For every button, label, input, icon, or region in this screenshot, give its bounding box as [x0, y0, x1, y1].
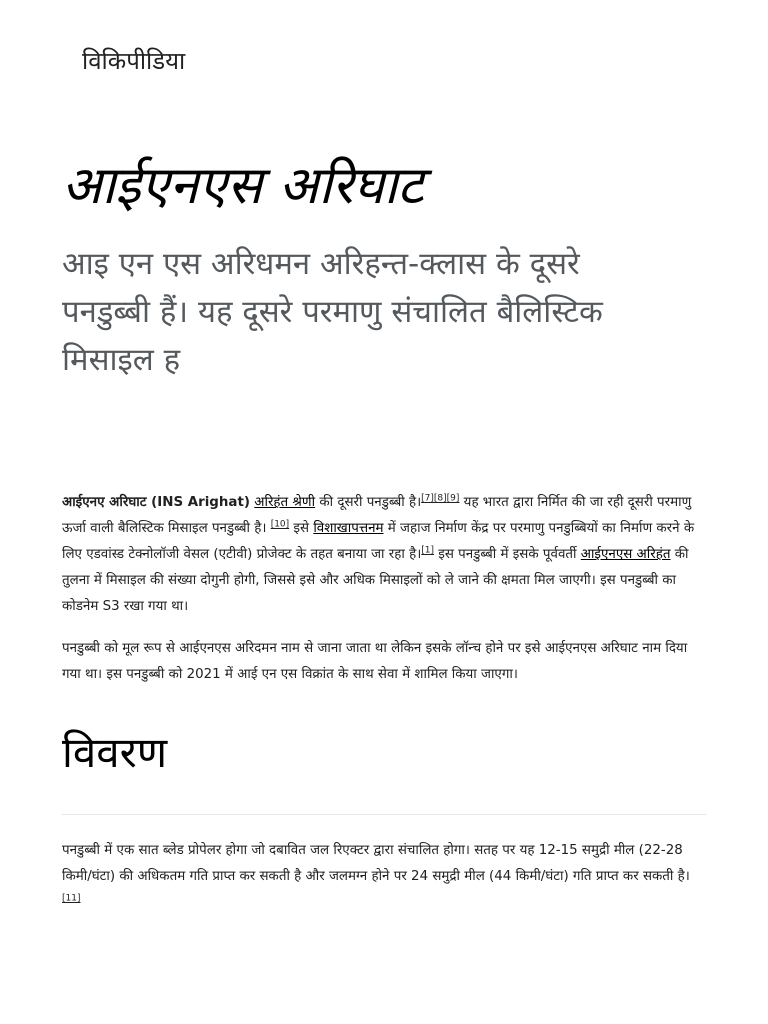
text-segment: में जहाज निर्माण केंद्र पर परमाणु पनडुब्बियों का निर्माण करने के लिए एडवांस्ड टेक्नोलॉजी वेसल (एटीवी) प्रोजेक्ट के तहत बनाया जा रहा है।	[62, 521, 695, 562]
intro-paragraph	[62, 490, 706, 620]
text-segment: की तुलना में मिसाइल की संख्या दोगुनी होगी, जिससे इसे और अधिक मिसाइलों को ले जाने की क्षमता मिल जाएगी। इस पनडुब्बी का कोडनेम S3 रखा गया था।	[62, 547, 689, 614]
reference-1[interactable]: [1]	[421, 545, 435, 556]
reference-7[interactable]: [7]	[421, 493, 434, 504]
page-subtitle: आइ एन एस अरिधमन अरिहन्त-क्लास के दूसरे पनडुब्बी हैं। यह दूसरे परमाणु संचालित बैलिस्टिक मिसाइल ह	[62, 246, 603, 378]
text-segment: इसे	[289, 521, 314, 536]
reference-8[interactable]: [8]	[433, 493, 447, 504]
page-title: आईएनएस अरिघाट	[62, 156, 424, 216]
reference-11[interactable]: [11]	[62, 893, 81, 904]
text-segment: इस पनडुब्बी में इसके पूर्ववर्ती	[434, 547, 581, 562]
link-arihant-class[interactable]: अरिहंत श्रेणी	[254, 495, 316, 510]
link-ins-arihant[interactable]: आईएनएस अरिहंत	[580, 547, 671, 562]
section-heading-details: विवरण	[62, 728, 168, 777]
reference-10[interactable]: [10]	[270, 519, 290, 530]
details-paragraph	[62, 838, 706, 916]
text-segment: यह भारत द्वारा निर्मित की जा रही दूसरी परमाणु ऊर्जा वाली बैलिस्टिक मिसाइल पनडुब्बी है।	[62, 495, 692, 536]
second-paragraph: पनडुब्बी को मूल रूप से आईएनएस अरिदमन नाम से जाना जाता था लेकिन इसके लॉन्च होने पर इसे आईएनएस अरिघाट नाम दिया गया था। इस पनडुब्बी को 2021 में आई एन एस विक्रांत के साथ सेवा में शामिल किया जाएगा।	[62, 641, 688, 682]
link-visakhapatnam[interactable]: विशाखापत्तनम	[313, 521, 384, 536]
section-divider	[62, 814, 706, 815]
text-segment: पनडुब्बी में एक सात ब्लेड प्रोपेलर होगा जो दबावित जल रिएक्टर द्वारा संचालित होगा। सतह पर यह 12-15 समुद्री मील (22-28 किमी/घंटा) की अधिकतम गति प्राप्त कर सकती है और जलमग्न होने पर 24 समुद्री मील (44 किमी/घंटा) गति प्राप्त कर सकती है।	[62, 843, 690, 884]
reference-9[interactable]: [9]	[446, 493, 460, 504]
site-name[interactable]: विकिपीडिया	[82, 47, 186, 75]
bold-term: आईएनए अरिघाट (INS Arighat)	[62, 495, 250, 510]
text-segment: की दूसरी पनडुब्बी है।	[315, 495, 422, 510]
